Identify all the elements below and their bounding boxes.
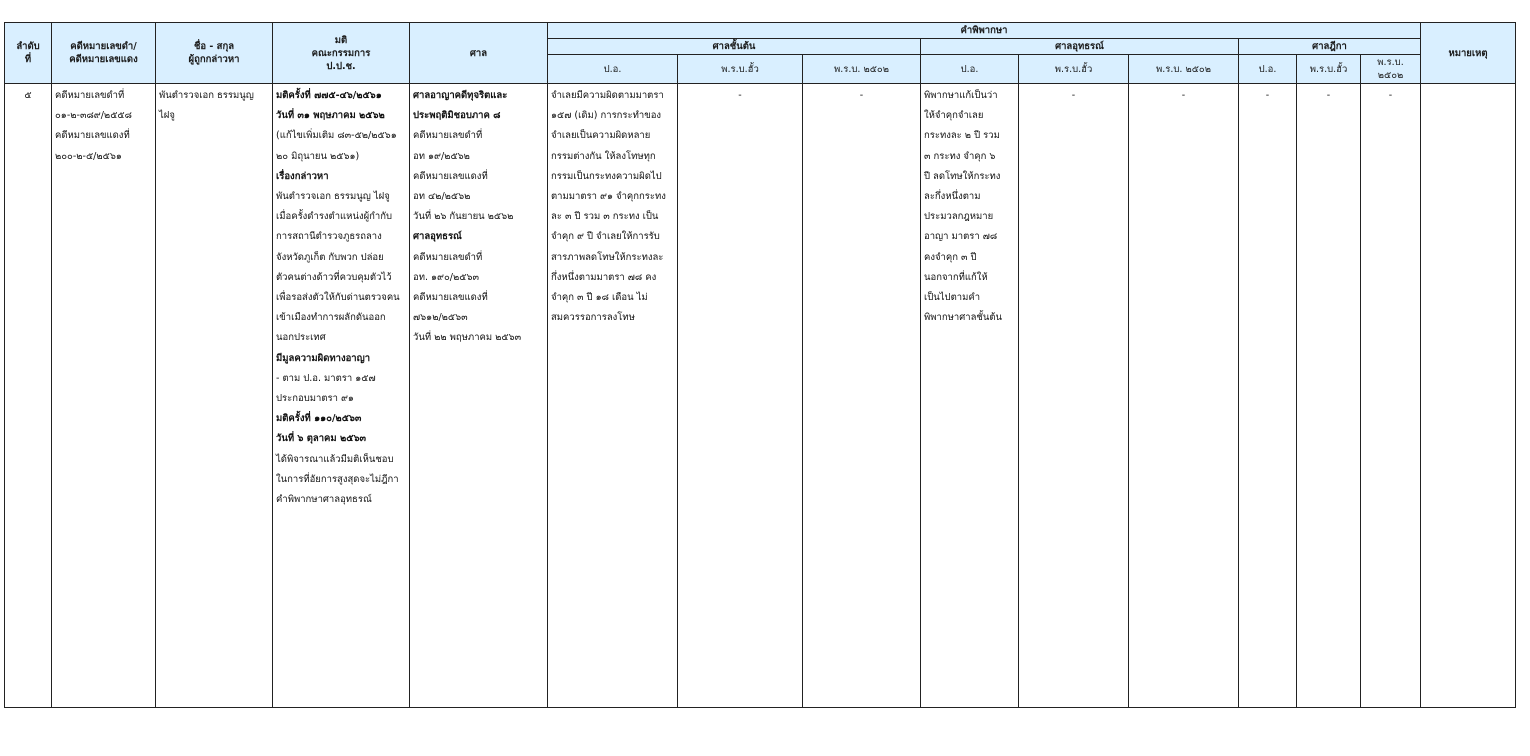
cell-appeal-ph: - [1019, 84, 1129, 708]
header-first-2502: พ.ร.บ. ๒๕๐๒ [803, 55, 921, 84]
text-line: นอกประเทศ [276, 332, 326, 344]
text-line: อท ๔๒/๒๕๖๒ [413, 191, 471, 203]
text-line: มติครั้งที่ ๑๑๐/๒๕๖๓ [276, 413, 362, 425]
header-remark: หมายเหตุ [1421, 23, 1516, 84]
text-line: คดีหมายเลขแดงที่ [413, 292, 488, 304]
case-table [4, 22, 1516, 708]
cell-first-po [548, 84, 678, 708]
text-line: จำเลยเป็นความผิดหลาย [551, 130, 651, 142]
text-line: ในการที่อัยการสูงสุดจะไม่ฎีกา [276, 473, 399, 485]
cell-supreme-ph: - [1297, 84, 1361, 708]
text-line: กรรมเป็นกระทงความผิดไป [551, 170, 662, 182]
text-line: คดีหมายเลขดำที่ [413, 130, 483, 142]
header-case-no: คดีหมายเลขดำ/ คดีหมายเลขแดง [52, 23, 156, 84]
text-line: จำคุก ๙ ปี จำเลยให้การรับ [551, 231, 660, 243]
header-supreme-2502: พ.ร.บ. ๒๕๐๒ [1361, 55, 1421, 84]
header-appeal-2502: พ.ร.บ. ๒๕๐๒ [1129, 55, 1239, 84]
text-line: ศาลอุทธรณ์ [413, 231, 462, 243]
text-line: มีมูลความผิดทางอาญา [276, 352, 371, 364]
text-line: คดีหมายเลขดำที่ [413, 251, 483, 263]
text-line: อาญา มาตรา ๗๘ [924, 231, 998, 243]
text-line: กึ่งหนึ่งตามมาตรา ๗๘ คง [551, 271, 657, 283]
text-line: ศาลอาญาคดีทุจริตและ [413, 90, 508, 101]
cell-court [410, 84, 548, 708]
text-line: ประมวลกฎหมาย [924, 211, 994, 223]
text-line: ๗๖๑๒/๒๕๖๓ [413, 312, 468, 324]
header-appeal-po: ป.อ. [921, 55, 1019, 84]
text-line: ให้จำคุกจำเลย [924, 110, 984, 122]
text-line: ได้พิจารณาแล้วมีมติเห็นชอบ [276, 453, 394, 465]
header-no: ลำดับ ที่ [5, 23, 52, 84]
cell-remark [1421, 84, 1516, 708]
text-line: - ตาม ป.อ. มาตรา ๑๕๗ [276, 372, 376, 384]
text-line: คดีหมายเลขแดงที่ [413, 170, 488, 182]
text-line: วันที่ ๒๒ พฤษภาคม ๒๕๖๓ [413, 332, 522, 344]
text-line: การสถานีตำรวจภูธรถลาง [276, 231, 382, 243]
text-line: วันที่ ๓๑ พฤษภาคม ๒๕๖๒ [276, 110, 385, 122]
header-court-appeal: ศาลอุทธรณ์ [921, 39, 1239, 55]
text-line: สารภาพลดโทษให้กระทงละ [551, 251, 664, 263]
text-line: จังหวัดภูเก็ต กับพวก ปล่อย [276, 251, 384, 263]
text-line: เข้าเมืองทำการผลักดันออก [276, 312, 386, 324]
text-line: มติครั้งที่ ๗๗๕-๔๖/๒๕๖๑ [276, 90, 382, 101]
table-row [5, 84, 1516, 708]
text-line: อท ๑๙/๒๕๖๒ [413, 150, 470, 162]
header-judgment: คำพิพากษา [548, 23, 1421, 39]
text-line: ละกึ่งหนึ่งตาม [924, 191, 981, 203]
cell-appeal-po [921, 84, 1019, 708]
header-court: ศาล [410, 23, 548, 84]
text-line: คงจำคุก ๓ ปี [924, 251, 977, 263]
text-line: ปี ลดโทษให้กระทง [924, 170, 1001, 182]
text-line: วันที่ ๖ ตุลาคม ๒๕๖๓ [276, 433, 366, 445]
text-line: พิพากษาแก้เป็นว่า [924, 90, 998, 101]
text-line: อท. ๑๙๐/๒๕๖๓ [413, 271, 479, 283]
text-line: ๓ กระทง จำคุก ๖ [924, 150, 996, 162]
text-line: จำคุก ๓ ปี ๑๘ เดือน ไม่ [551, 292, 648, 304]
text-line: กรรมต่างกัน ให้ลงโทษทุก [551, 150, 656, 162]
text-line: นอกจากที่แก้ให้ [924, 271, 988, 283]
text-line: สมควรรอการลงโทษ [551, 312, 635, 324]
cell-name: พันตำรวจเอก ธรรมนูญ ไฝจู [156, 84, 273, 708]
text-line: เพื่อรอส่งตัวให้กับด่านตรวจคน [276, 292, 400, 304]
header-court-first: ศาลชั้นต้น [548, 39, 921, 55]
cell-case-no: คดีหมายเลขดำที่ ๐๑-๒-๓๘๙/๒๕๕๘ คดีหมายเลขแดงที่ ๒๐๐-๒-๕/๒๕๖๑ [52, 84, 156, 708]
text-line: ตัวคนต่างด้าวที่ควบคุมตัวไว้ [276, 271, 392, 283]
text-line: ตามมาตรา ๙๑ จำคุกกระทง [551, 191, 666, 203]
header-appeal-ph: พ.ร.บ.ฮั้ว [1019, 55, 1129, 84]
header-resolution: มติ คณะกรรมการ ป.ป.ช. [273, 23, 410, 84]
text-line: ประกอบมาตรา ๙๑ [276, 393, 354, 405]
text-line: ๑๕๗ (เดิม) การกระทำของ [551, 110, 662, 122]
header-first-po: ป.อ. [548, 55, 678, 84]
text-line: ละ ๓ ปี รวม ๓ กระทง เป็น [551, 211, 659, 223]
text-line: ประพฤติมิชอบภาค ๘ [413, 110, 501, 122]
cell-appeal-2502: - [1129, 84, 1239, 708]
text-line: กระทงละ ๒ ปี รวม [924, 130, 1000, 142]
text-line: เป็นไปตามคำ [924, 292, 981, 304]
cell-first-2502: - [803, 84, 921, 708]
text-line: จำเลยมีความผิดตามมาตรา [551, 90, 664, 101]
text-line: เมื่อครั้งดำรงตำแหน่งผู้กำกับ [276, 211, 393, 223]
cell-supreme-2502: - [1361, 84, 1421, 708]
header-supreme-ph: พ.ร.บ.ฮั้ว [1297, 55, 1361, 84]
text-line: วันที่ ๒๖ กันยายน ๒๕๖๒ [413, 211, 514, 223]
text-line: (แก้ไขเพิ่มเติม ๘๓-๕๒/๒๕๖๑ [276, 130, 397, 142]
header-supreme-po: ป.อ. [1239, 55, 1297, 84]
header-court-supreme: ศาลฎีกา [1239, 39, 1421, 55]
text-line: พันตำรวจเอก ธรรมนูญ ไฝจู [276, 191, 390, 203]
cell-first-ph: - [678, 84, 803, 708]
cell-resolution [273, 84, 410, 708]
text-line: คำพิพากษาศาลอุทธรณ์ [276, 494, 372, 506]
cell-no: ๕ [5, 84, 52, 708]
text-line: พิพากษาศาลชั้นต้น [924, 312, 1002, 324]
cell-supreme-po: - [1239, 84, 1297, 708]
text-line: เรื่องกล่าวหา [276, 170, 329, 182]
header-first-ph: พ.ร.บ.ฮั้ว [678, 55, 803, 84]
header-name: ชื่อ - สกุล ผู้ถูกกล่าวหา [156, 23, 273, 84]
text-line: ๒๐ มิถุนายน ๒๕๖๑) [276, 150, 360, 162]
